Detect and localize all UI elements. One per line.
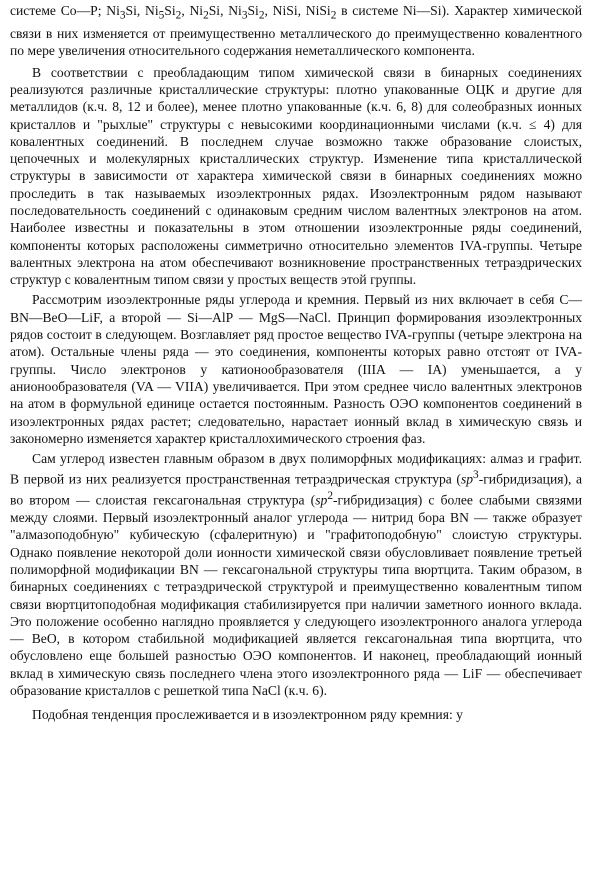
paragraph-continuation: системе Co—P; $Ni_3Si$, $Ni_5Si_2$, $Ni_2Si$, $Ni_3Si_2$, NiSi, NiSi$_2$ в системе Ni—Si). Характер химической связи в них изменяется от преимущественно металлического до преимущественно ковалентного по мере увеличения относительного содержания неметаллического компонента. <box>10 3 583 59</box>
paragraph-carbon-modifications: Сам углерод известен главным образом в двух полиморфных модификациях: алмаз и графит. В первой из них реализуется пространственная тетраэдрическая структура $(sp^3-гибридизация)$, а во втором — слоистая гексагональная структура $(sp^2-гибридизация)$ с более слабыми связями между слоями. Первый изоэлектронный аналог углерода — нитрид бора BN — также образует "алмазоподобную" кубическую (сфалеритную) и "графитоподобную" слоистую структуры. Однако появление некоторой доли ионности химической связи обусловливает появление третьей полиморфной модификации BN — гексагональной структуры типа вюртцита. Таким образом, в бинарных соединениях с тетраэдрической структурой и преимущественно ковалентным типом связи вюртцитоподобная модификация стабилизируется при наличии заметного ионного вклада. Это положение особенно наглядно проявляется у следующего изоэлектронного аналога углерода — BeO, в котором стабильной модификацией является гексагональная типа вюртцита, что обусловлено еще большей разностью ОЭО компонентов. И наконец, преобладающий ионный вклад в химическую связь последнего члена этого изоэлектронного ряда — LiF — обеспечивает образование кристаллов с решеткой типа NaCl (к.ч. 6). <box>10 451 583 699</box>
paragraph-crystal-structures: В соответствии с преобладающим типом химической связи в бинарных соединениях реализуются различные кристаллические структуры: плотно упакованные ОЦК и другие для металлидов (к.ч. 8, 12 и более), менее плотно упакованные (к.ч. 6, 8) для солеобразных ионных кристаллов и "рыхлые" структуры с невысокими координационными числами (к.ч. ≤ 4) для ковалентных соединений. В последнем случае возможно также образование слоистых, цепочечных и молекулярных кристаллических структур. Изменение типа кристаллической структуры в зависимости от характера химической связи в бинарных соединениях можно проследить в так называемых изоэлектронных рядах. Изоэлектронным рядом называют последовательность соединений с одинаковым средним числом валентных электронов на атом. Наиболее известны и показательны в этом отношении изоэлектронные ряды соединений, компоненты которых расположены симметрично относительно элементов IVA-группы. Четыре валентных электрона на атом обеспечивают возникновение пространственных тетраэдрических структур с ковалентным типом связи у простых веществ этой группы. <box>10 64 582 288</box>
paragraph-silicon-tendency: Подобная тенденция прослеживается и в изоэлектронном ряду кремния: у <box>32 707 463 723</box>
paragraph-isoelectronic-series: Рассмотрим изоэлектронные ряды углерода и кремния. Первый из них включает в себя C—BN—BeO—LiF, а второй — Si—AlP — MgS—NaCl. Принцип формирования изоэлектронных рядов состоит в следующем. Возглавляет ряд простое вещество IVA-группы (четыре электрона на атом). Остальные члены ряда — это соединения, компоненты которых равно отстоят от IVA-группы. Число электронов у катионообразователя (IIIA — IA) уменьшается, а у анионообразователя (VA — VIIA) увеличивается. При этом среднее число валентных электронов на атом в формульной единице остается постоянным. Разность ОЭО компонентов соединений в изоэлектронных рядах растет; следовательно, нарастает ионный вклад в химическую связь и закономерно изменяется характер кристаллохимического строения фаз. <box>10 292 582 446</box>
